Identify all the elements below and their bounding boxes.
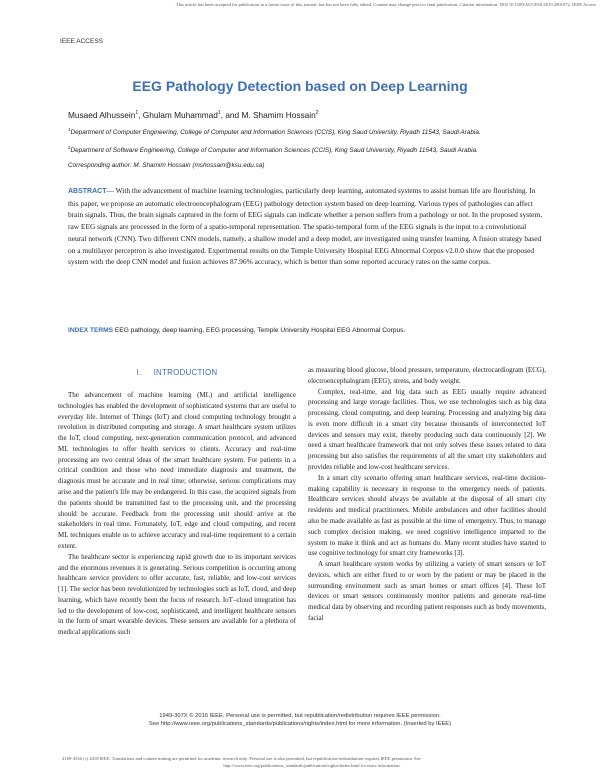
author-affiliation-mark: 1	[217, 110, 221, 117]
affiliation-text: Department of Software Engineering, College of Computer and Information Sciences (CCIS), King Saud University, Riyadh 11543, Saudi Arabia.	[70, 147, 478, 155]
section-title: INTRODUCTION	[153, 368, 218, 377]
section-number: I.	[136, 368, 142, 377]
top-notice: This article has been accepted for publication in a future issue of this journal, but has not been fully edited. Content may change prior to final publication. Citation information: DOI 10.1109/ACCESS.2019.2901672, IEEE Access	[175, 2, 596, 7]
author-separator: ,	[138, 110, 143, 120]
paragraph: as measuring blood glucose, blood pressure, temperature, electrocardiogram (ECG), electroencephalogram (EEG), stress, and body weight.	[308, 366, 546, 385]
affiliation-mark: 2	[68, 145, 71, 150]
author-name: M. Shamim Hossain	[241, 110, 316, 120]
paragraph: The advancement of machine learning (ML) and artificial intelligence technologies has enabled the development of sophisticated systems that are useful to everyday life. Internet of Things (IoT) and cloud computing technology brought a revolution in distributed computing and storage. A smart healthcare system utilizes the IoT, cloud computing, next-generation communication protocol, and advanced ML technologies to offer health services to clients. Accuracy and real-time processing are two central ideas of the smart healthcare system. For patients in a critical condition and those who need immediate diagnosis and treatment, the diagnosis must be accurate and in real time; otherwise, serious complications may arise and the patient's life may be endangered. In this case, the acquired signals from the patients should be transmitted fast to the processing unit, and the processing should be accurate. Feedback from the processing unit should arrive at the stakeholders in real time. Fortunately, IoT, edge and cloud computing, and recent ML techniques enable us to achieve accuracy and real-time requirement to a certain extent.	[58, 391, 296, 550]
affiliation-1	[68, 126, 548, 138]
affiliation-mark: 1	[68, 127, 71, 132]
bottom-notice	[62, 755, 562, 769]
abstract	[68, 185, 546, 268]
abstract-label: ABSTRACT	[68, 188, 107, 195]
affiliation-2	[68, 144, 548, 156]
paragraph: The healthcare sector is experiencing rapid growth due to its important services and the enormous revenues it is generating. Serious competition is occurring among healthcare service providers to offer accurate, fast, reliable, and low-cost services [1]. The sector has been revolutionized by technologies such as IoT, cloud, and deep learning, which have recently been the focus of research. IoT–cloud integration has led to the development of low-cost, sophisticated, and intelligent healthcare sensors in the form of smart wearable devices. These sensors are available for a plethora of medical applications such	[58, 552, 296, 637]
bottom-notice-line: http://www.ieee.org/publications_standards/publications/rights/index.html for more information.	[223, 763, 401, 768]
section-heading	[58, 368, 296, 377]
author-affiliation-mark: 1	[135, 110, 139, 117]
abstract-text: — With the advancement of machine learning technologies, particularly deep learning, automated systems to assist human life are flourishing. In this paper, we propose an automatic electroencephalogram (EEG) pathology detection system based on deep learning. Various types of pathologies can affect brain signals. Thus, the brain signals captured in the form of EEG signals can indicate whether a person suffers from a pathology or not. In the proposed system, raw EEG signals are processed in the form of a spatio-temporal representation. The spatio-temporal form of the EEG signals is the input to a convolutional neural network (CNN). Two different CNN models, namely, a shallow model and a deep model, are investigated using transfer learning. A fusion strategy based on a multilayer perceptron is also investigated. Experimental results on the Temple University Hospital EEG Abnormal Corpus v2.0.0 show that the proposed system with the deep CNN model and fusion achieves 87.96% accuracy, which is better than some reported accuracy rates on the same corpus.	[68, 186, 543, 267]
author-list	[68, 110, 318, 120]
paragraph: In a smart city scenario offering smart healthcare services, real-time decision-making capability is necessary in response to the emergency needs of patients. Healthcare services should always be available at the disposal of all smart city residents and medical practitioners. Mobile ambulances and other facilities should also be made available as fast as possible at the time of emergency. Thus, to manage such complex decision making, we need cognitive intelligence imparted to the system to make it think and act as humans do. Many recent studies have started to use cognitive technology for smart city frameworks [3].	[308, 473, 546, 558]
right-column	[308, 365, 546, 624]
left-column	[58, 390, 296, 638]
affiliation-text: Department of Computer Engineering, College of Computer and Information Sciences (CCIS), King Saud University, Riyadh 11543, Saudi Arabia.	[70, 129, 481, 137]
author-separator: , and	[220, 110, 242, 120]
author-affiliation-mark: 2	[315, 110, 319, 117]
copyright-line: See http://www.ieee.org/publications_standards/publications/rights/index.html for more information. (Inserted by IEEE)	[148, 721, 452, 727]
paragraph: Complex, real-time, and big data such as EEG usually require advanced processing and large storage facilities. Thus, we use technologies such as big data processing, cloud computing, and deep learning. Processing and analyzing big data is even more difficult in a smart city because thousands of interconnected IoT devices and sensors may exist, thereby producing such data continuously [2]. We need a smart healthcare framework that not only solves these issues related to data processing but also satisfies the requirements of all the smart city stakeholders and provides reliable and low-cost healthcare services.	[308, 387, 546, 472]
index-terms-text: EEG pathology, deep learning, EEG processing, Temple University Hospital EEG Abnormal Corpus.	[113, 327, 406, 334]
journal-name: IEEE ACCESS	[60, 38, 103, 45]
copyright-notice	[0, 712, 600, 728]
paragraph: A smart healthcare system works by utilizing a variety of smart sensors or IoT devices, which are either fixed to or worn by the patient or may be placed in the surrounding environment such as smart homes or smart offices [4]. These IoT devices or smart sensors continuously monitor patients and generate real-time medical data by observing and recording patient responses such as body movements, facial	[308, 560, 546, 622]
author-name: Ghulam Muhammad	[142, 110, 218, 120]
corresponding-author: Corresponding author: M. Shamim Hossain (mshossain@ksu.edu.sa)	[68, 162, 265, 169]
index-terms-label: INDEX TERMS	[68, 327, 114, 334]
copyright-line: 1949-307X © 2016 IEEE. Personal use is permitted, but republication/redistribution requires IEEE permission.	[159, 713, 441, 719]
bottom-notice-line: 2169-3536 (c) 2018 IEEE. Translations and content mining are permitted for academic research only. Personal use is also permitted, but republication/redistribution requires IEEE permission. See	[62, 756, 421, 761]
author-name: Musaed Alhussein	[68, 110, 136, 120]
paper-title: EEG Pathology Detection based on Deep Learning	[132, 78, 468, 94]
index-terms	[68, 327, 546, 334]
